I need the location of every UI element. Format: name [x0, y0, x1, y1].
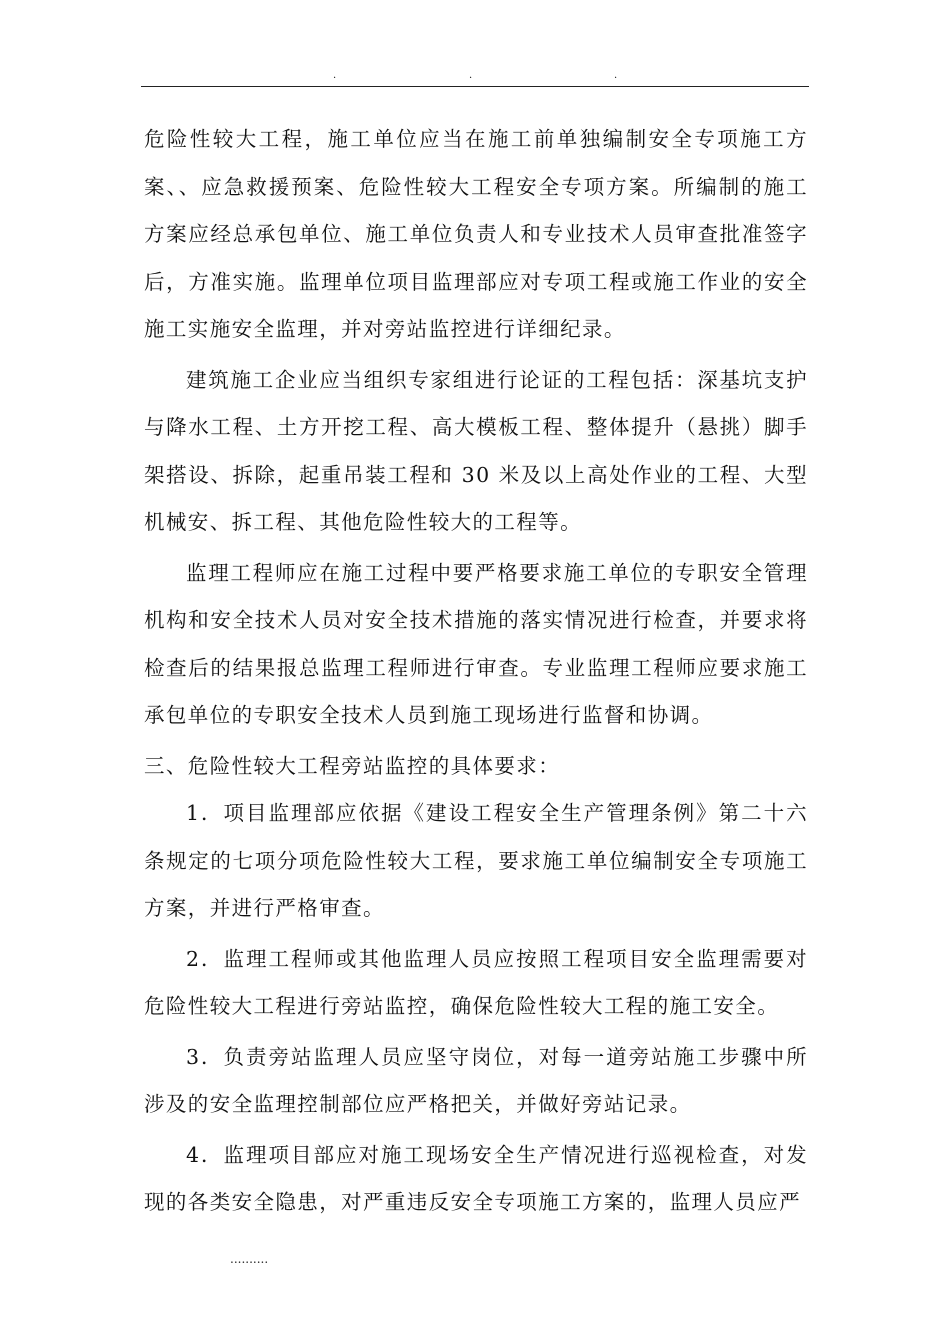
paragraph: 监理工程师应在施工过程中要严格要求施工单位的专职安全管理机构和安全技术人员对安全技术措施的落实情况进行检查，并要求将检查后的结果报总监理工程师进行审查。专业监理工程师应要求施工承包单位的专职安全技术人员到施工现场进行监督和协调。: [144, 560, 808, 727]
footer-dots: ..........: [230, 1252, 269, 1266]
header-rule: [141, 86, 809, 87]
section-heading: 三、危险性较大工程旁站监控的具体要求：: [144, 753, 561, 778]
list-item: 4．监理项目部应对施工现场安全生产情况进行巡视检查，对发现的各类安全隐患，对严重违反安全专项施工方案的，监理人员应严: [144, 1142, 808, 1214]
document-body: [144, 116, 808, 1230]
paragraph: 建筑施工企业应当组织专家组进行论证的工程包括：深基坑支护与降水工程、土方开挖工程、高大模板工程、整体提升（悬挑）脚手架搭设、拆除，起重吊装工程和 30 米及以上高处作业的工程、大型机械安、拆工程、其他危险性较大的工程等。: [144, 367, 808, 534]
header-dot: .: [333, 70, 337, 81]
list-item: 3．负责旁站监理人员应坚守岗位，对每一道旁站施工步骤中所涉及的安全监理控制部位应严格把关，并做好旁站记录。: [144, 1044, 808, 1116]
paragraph: 危险性较大工程，施工单位应当在施工前单独编制安全专项施工方案、、应急救援预案、危险性较大工程安全专项方案。所编制的施工方案应经总承包单位、施工单位负责人和专业技术人员审查批准签字后，方准实施。监理单位项目监理部应对专项工程或施工作业的安全施工实施安全监理，并对旁站监控进行详细纪录。: [144, 127, 808, 341]
header-dot: .: [614, 70, 618, 81]
list-item: 1．项目监理部应依据《建设工程安全生产管理条例》第二十六条规定的七项分项危险性较大工程，要求施工单位编制安全专项施工方案，并进行严格审查。: [144, 801, 808, 920]
header-dot: .: [469, 70, 473, 81]
list-item: 2．监理工程师或其他监理人员应按照工程项目安全监理需要对危险性较大工程进行旁站监控，确保危险性较大工程的施工安全。: [144, 946, 808, 1018]
header-dots: [0, 70, 950, 84]
